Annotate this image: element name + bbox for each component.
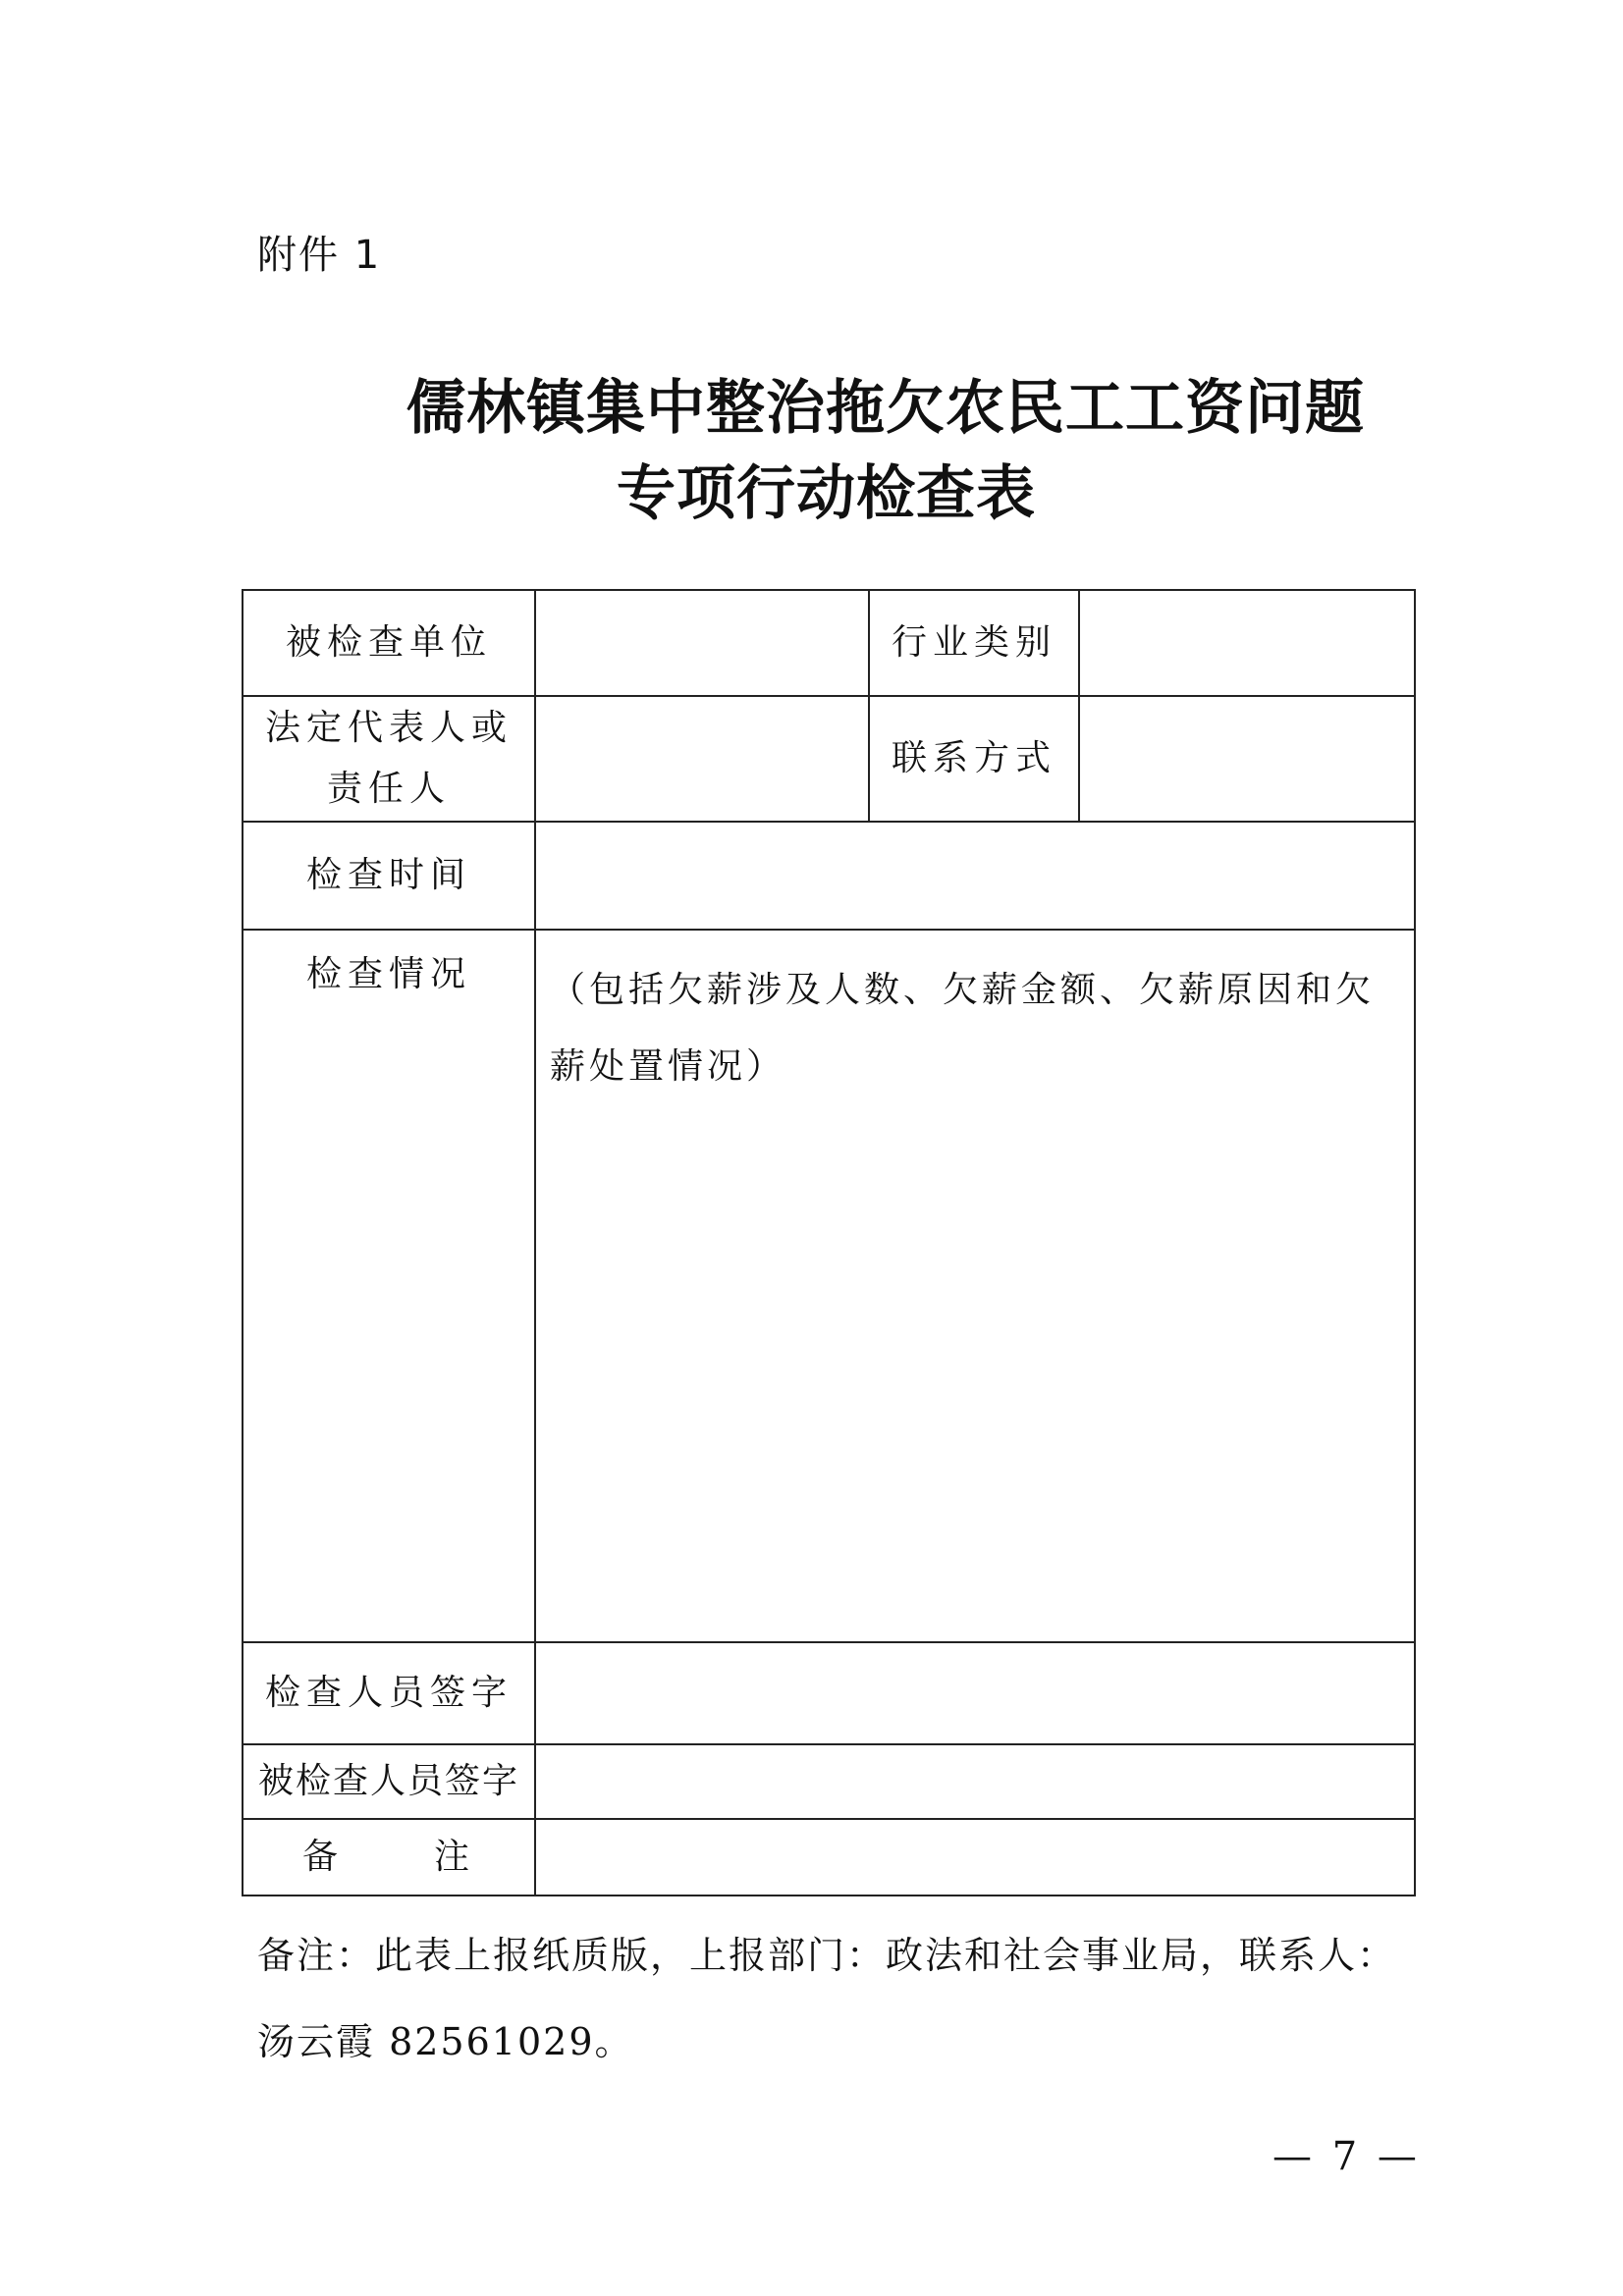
industry-field[interactable] xyxy=(1079,590,1415,696)
inspection-status-label: 检查情况 xyxy=(243,930,535,1642)
inspection-form-table xyxy=(242,589,1416,1896)
remarks-label-char-1: 备 xyxy=(301,1837,344,1877)
table-row xyxy=(243,590,1415,696)
legal-rep-label-line-2: 责任人 xyxy=(326,769,451,809)
attachment-label: 附件 1 xyxy=(257,233,382,278)
inspection-time-label: 检查时间 xyxy=(243,822,535,930)
remarks-label xyxy=(243,1819,535,1896)
legal-rep-label-line-1: 法定代表人或 xyxy=(264,708,513,748)
legal-rep-label xyxy=(243,696,535,822)
industry-label: 行业类别 xyxy=(869,590,1079,696)
inspected-signature-label: 被检查人员签字 xyxy=(243,1744,535,1819)
table-row xyxy=(243,1744,1415,1819)
contact-field[interactable] xyxy=(1079,696,1415,822)
table-row xyxy=(243,930,1415,1642)
footnote: 备注：此表上报纸质版，上报部门：政法和社会事业局，联系人：汤云霞 82561029。 xyxy=(257,1934,1397,2063)
inspection-status-field[interactable]: （包括欠薪涉及人数、欠薪金额、欠薪原因和欠薪处置情况） xyxy=(535,930,1415,1642)
table-row xyxy=(243,1819,1415,1896)
inspected-signature-field[interactable] xyxy=(535,1744,1415,1819)
contact-label: 联系方式 xyxy=(869,696,1079,822)
inspected-unit-field[interactable] xyxy=(535,590,869,696)
inspector-signature-field[interactable] xyxy=(535,1642,1415,1744)
inspected-unit-label: 被检查单位 xyxy=(243,590,535,696)
table-row xyxy=(243,822,1415,930)
page-title-line-2: 专项行动检查表 xyxy=(617,459,1036,528)
table-row xyxy=(243,696,1415,822)
page-number: — 7 — xyxy=(1272,2134,1421,2179)
table-row xyxy=(243,1642,1415,1744)
page-title-line-1: 儒林镇集中整治拖欠农民工工资问题 xyxy=(406,374,1365,443)
inspector-signature-label: 检查人员签字 xyxy=(243,1642,535,1744)
inspection-time-field[interactable] xyxy=(535,822,1415,930)
remarks-field[interactable] xyxy=(535,1819,1415,1896)
legal-rep-field[interactable] xyxy=(535,696,869,822)
remarks-label-char-2: 注 xyxy=(434,1837,476,1877)
